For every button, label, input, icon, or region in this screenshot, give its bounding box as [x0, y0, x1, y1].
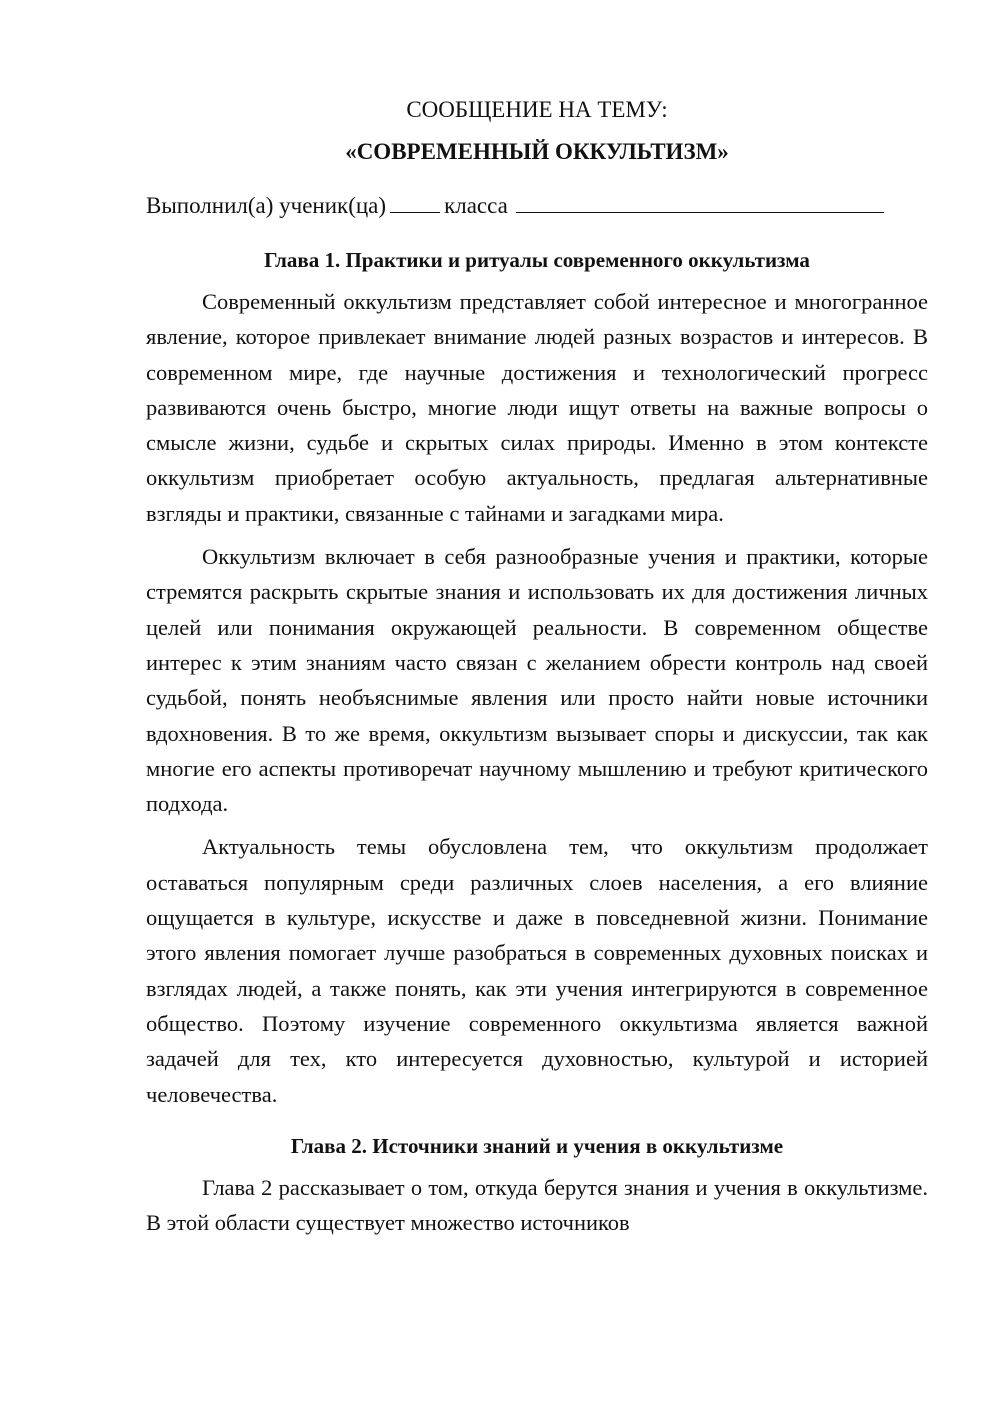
chapter-1-paragraph-2: Оккультизм включает в себя разнообразные учения и практики, которые стремятся раскрыть скрытые знания и использовать их для достижения личных целей или понимания окружающей реальности. В современном обществе интерес к этим знаниям часто связан с желанием обрести контроль над своей судьбой, понять необъяснимые явления или просто найти новые источники вдохновения. В то же время, оккультизм вызывает споры и дискуссии, так как многие его аспекты противоречат научному мышлению и требуют критического подхода. — [146, 544, 928, 817]
chapter-2-paragraph-1: Глава 2 рассказывает о том, откуда берутся знания и учения в оккультизме. В этой области существует множество источников — [146, 1174, 928, 1236]
student-name-blank — [390, 192, 440, 213]
class-label: класса — [444, 193, 508, 218]
document-subtitle: «СОВРЕМЕННЫЙ ОККУЛЬТИЗМ» — [345, 139, 729, 164]
chapter-2-heading: Глава 2. Источники знаний и учения в оккультизме — [290, 1133, 784, 1158]
document-title: СООБЩЕНИЕ НА ТЕМУ: — [406, 97, 668, 122]
chapter-1-paragraph-3: Актуальность темы обусловлена тем, что оккультизм продолжает оставаться популярным среди различных слоев населения, а его влияние ощущается в культуре, искусстве и даже в повседневной жизни. Понимание этого явления помогает лучше разобраться в современных духовных поисках и взглядах людей, а также понять, как эти учения интегрируются в современное общество. Поэтому изучение современного оккультизма является важной задачей для тех, кто интересуется духовностью, культурой и историей человечества. — [146, 834, 928, 1107]
chapter-1-heading: Глава 1. Практики и ритуалы современного оккультизма — [264, 248, 810, 272]
document-page — [146, 92, 928, 1248]
class-blank — [516, 192, 884, 213]
student-line — [146, 188, 928, 224]
chapter-1-paragraph-1: Современный оккультизм представляет собой интересное и многогранное явление, которое привлекает внимание людей разных возрастов и интересов. В современном мире, где научные достижения и технологический прогресс развиваются очень быстро, многие люди ищут ответы на важные вопросы о смысле жизни, судьбе и скрытых силах природы. Именно в этом контексте оккультизм приобретает особую актуальность, предлагая альтернативные взгляды и практики, связанные с тайнами и загадками мира. — [146, 289, 928, 526]
student-prefix: Выполнил(а) ученик(ца) — [146, 193, 387, 218]
